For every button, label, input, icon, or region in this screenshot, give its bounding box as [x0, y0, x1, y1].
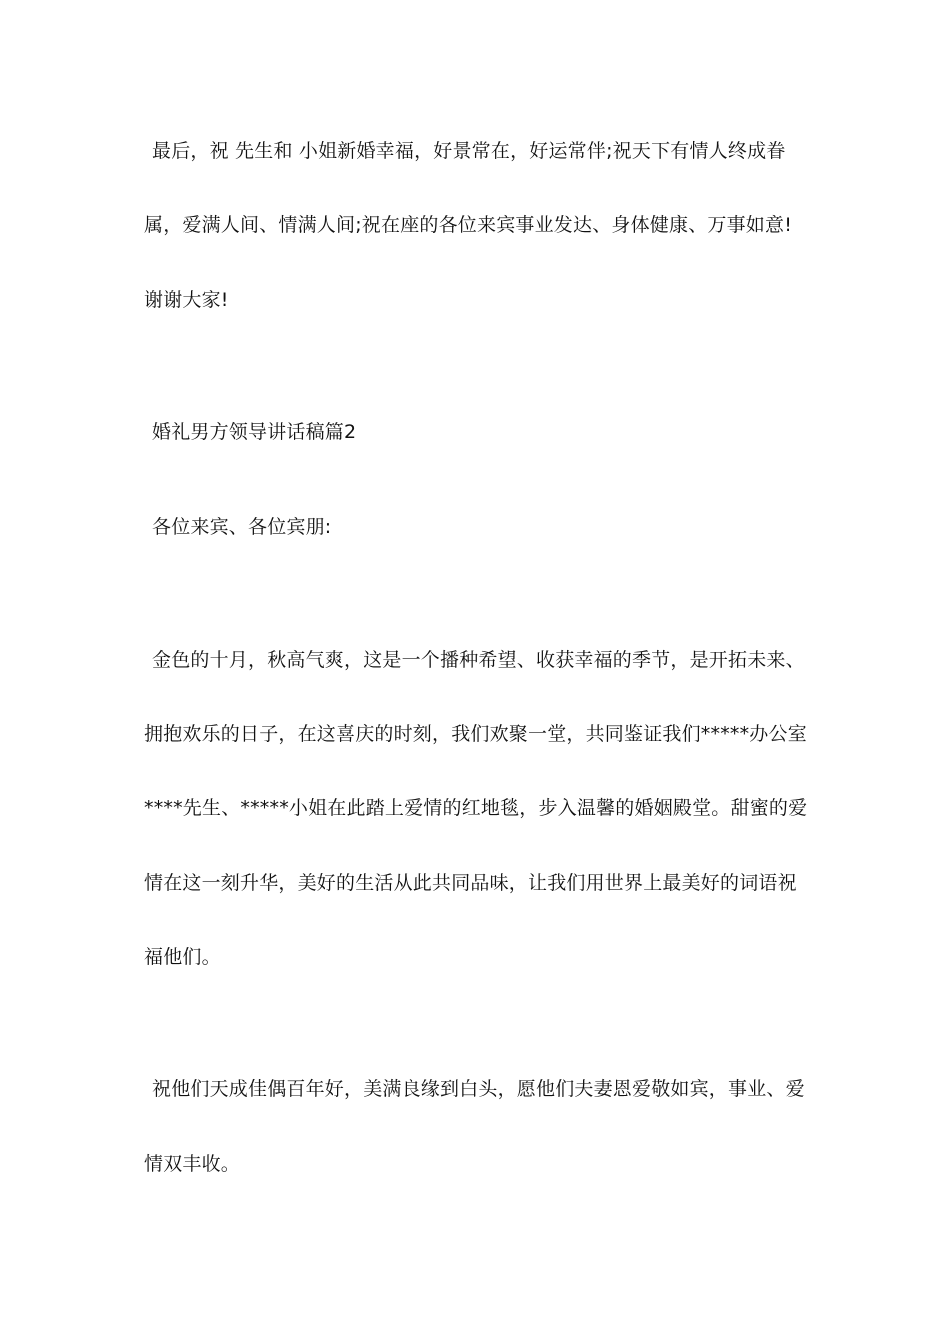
paragraph-closing-line-1: 最后，祝 先生和 小姐新婚幸福，好景常在，好运常伴;祝天下有情人终成眷 — [152, 140, 786, 162]
paragraph-body-line-1: 金色的十月，秋高气爽，这是一个播种希望、收获幸福的季节，是开拓未来、 — [152, 649, 805, 671]
paragraph-body-line-2: 拥抱欢乐的日子，在这喜庆的时刻，我们欢聚一堂，共同鉴证我们*****办公室 — [144, 723, 807, 745]
section-heading: 婚礼男方领导讲话稿篇2 — [152, 421, 357, 443]
paragraph-body-line-5: 福他们。 — [144, 946, 221, 968]
paragraph-closing-line-2: 属，爱满人间、情满人间;祝在座的各位来宾事业发达、身体健康、万事如意! — [144, 214, 793, 236]
paragraph-thanks: 谢谢大家! — [144, 289, 229, 311]
paragraph-body-line-4: 情在这一刻升华，美好的生活从此共同品味，让我们用世界上最美好的词语祝 — [144, 872, 797, 894]
salutation: 各位来宾、各位宾朋: — [152, 516, 332, 538]
paragraph-wish-line-1: 祝他们天成佳偶百年好，美满良缘到白头，愿他们夫妻恩爱敬如宾，事业、爱 — [152, 1078, 805, 1100]
paragraph-wish-line-2: 情双丰收。 — [144, 1153, 241, 1175]
paragraph-body-line-3: ****先生、*****小姐在此踏上爱情的红地毯，步入温馨的婚姻殿堂。甜蜜的爱 — [144, 797, 808, 819]
